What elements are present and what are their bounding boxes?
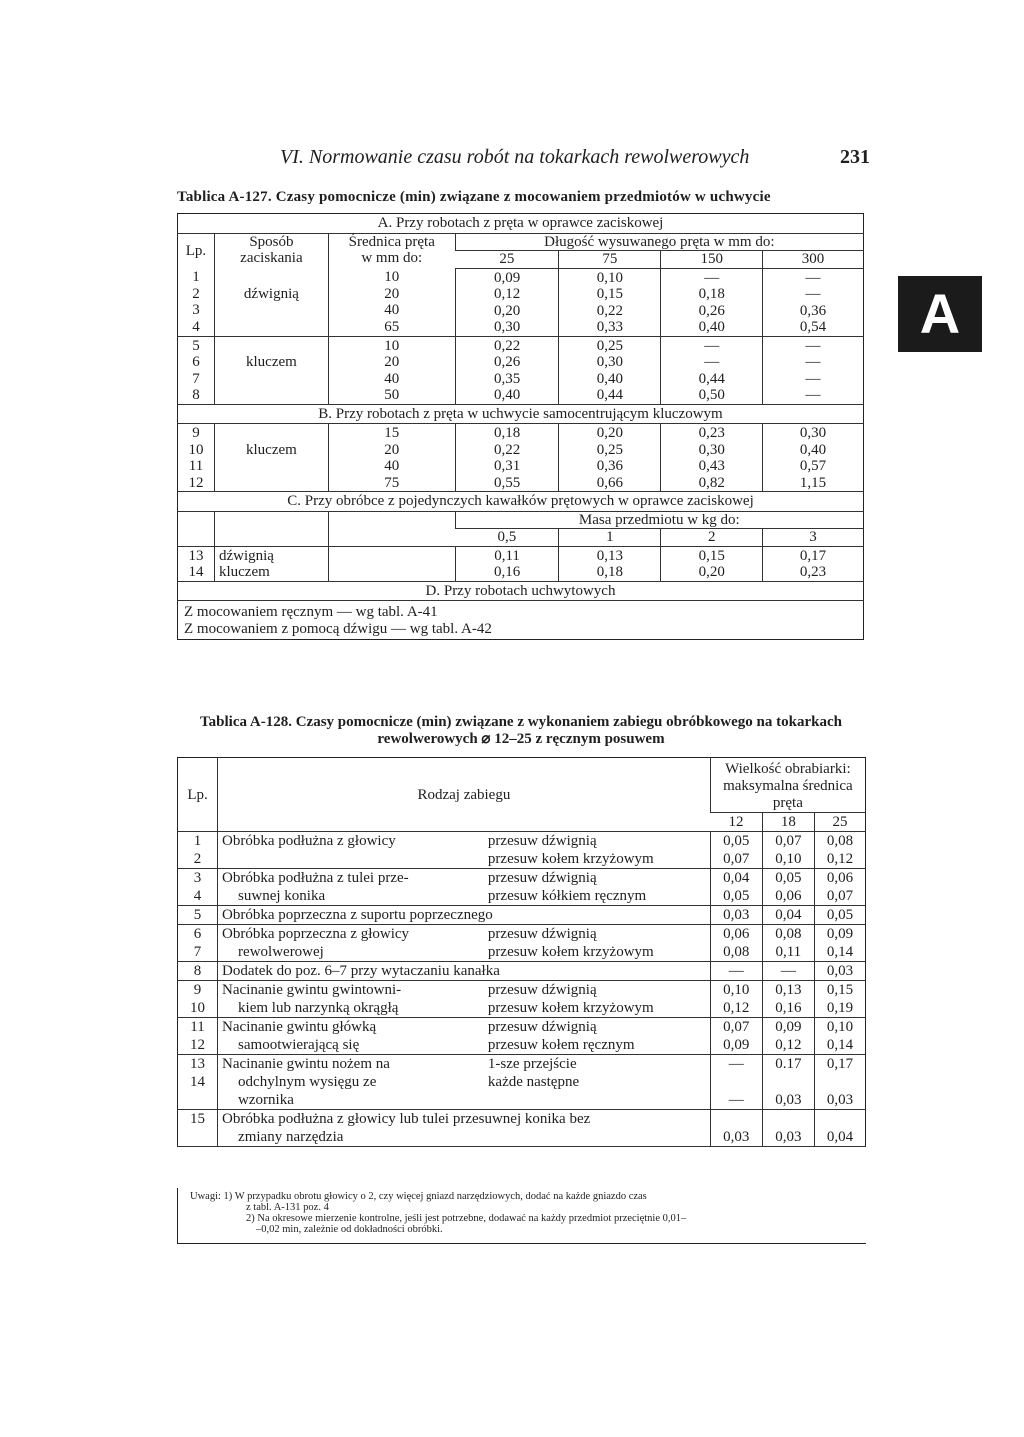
value-cell: 0,03 [814,962,865,981]
value-cell: 0,03 [762,1110,814,1147]
value-cell: 0,04 [762,906,814,925]
value-cell: 0,08 0,12 [814,832,865,869]
lp-cell: 13 14 [178,1055,218,1110]
value-cell: 0.17 0,03 [762,1055,814,1110]
value-cell: — — [710,1055,762,1110]
header-mass-col-1: 0,5 [455,529,559,547]
feed-cell: 1-sze przejście każde następne [484,1055,710,1110]
value-cell: — — 0,36 0,54 [763,268,864,336]
table-a128-caption: Tablica A-128. Czasy pomocnicze (min) związane z wykonaniem zabiegu obróbkowego na tokarkach rewolwerowych ⌀ 12–25 z ręcznym posuwem [200,714,842,747]
lp-cell: 13 14 [178,546,215,581]
header-length: Długość wysuwanego pręta w mm do: [455,233,863,251]
value-cell: 0,06 0,08 [710,925,762,962]
header-col-1: 25 [455,251,559,269]
value-cell: — — — — [763,336,864,404]
header-mass-col-2: 1 [559,529,661,547]
feed-cell: przesuw dźwignią przesuw kołem krzyżowym [484,832,710,869]
lp-cell: 3 4 [178,869,218,906]
value-cell: — 0,18 0,26 0,40 [661,268,763,336]
value-cell: 0,30 0,40 0,57 1,15 [763,424,864,492]
header-method: Sposób zaciskania [214,233,328,268]
row-8 [178,962,866,981]
section-a-title: A. Przy robotach z pręta w oprawce zaciskowej [178,214,864,234]
diameter-cell: 15 20 40 75 [328,424,455,492]
value-cell: 0,20 0,25 0,36 0,66 [559,424,661,492]
lp-cell: 11 12 [178,1018,218,1055]
value-cell: 0,15 0,19 [814,981,865,1018]
running-header [280,146,870,176]
page-number: 231 [840,146,870,168]
header-lp: Lp. [185,242,207,259]
row-11-12 [178,1018,866,1055]
feed-cell: przesuw dźwignią przesuw kołem krzyżowym [484,981,710,1018]
header-diameter: Średnica pręta w mm do: [328,233,455,268]
section-d-lines: Z mocowaniem ręcznym — wg tabl. A-41 Z mocowaniem z pomocą dźwigu — wg tabl. A-42 [184,604,492,637]
section-b-title: B. Przy robotach z pręta w uchwycie samocentrującym kluczowym [178,404,864,424]
value-cell: 0,09 0,12 0,20 0,30 [455,268,559,336]
feed-cell: przesuw dźwignią przesuw kołem krzyżowym [484,925,710,962]
value-cell: 0,07 0,09 [710,1018,762,1055]
table-a128-notes [177,1188,866,1244]
value-cell: 0,08 0,11 [762,925,814,962]
operation-cell: Nacinanie gwintu główką samootwierającą się [218,1018,484,1055]
note-line: –0,02 min, zależnie od dokładności obróbki. [256,1224,443,1235]
blank-cell [178,511,215,546]
header-mass: Masa przedmiotu w kg do: [455,511,863,529]
header-mass-col-4: 3 [763,529,864,547]
row-5 [178,906,866,925]
table-a127 [177,213,864,640]
row-3-4 [178,869,866,906]
row-13-14 [178,1055,866,1110]
lp-cell: 5 6 7 8 [178,336,215,404]
section-c-title: C. Przy obróbce z pojedynczych kawałków prętowych w oprawce zaciskowej [178,492,864,512]
blank-cell [214,511,328,546]
header-machine-size: Wielkość obrabiarki: maksymalna średnica pręta [710,758,865,813]
value-cell: 0,05 0,07 [710,832,762,869]
value-cell: 0,04 0,05 [710,869,762,906]
value-cell: 0,05 0,06 [762,869,814,906]
header-operation: Rodzaj zabiegu [218,758,711,832]
lp-cell: 9 10 11 12 [178,424,215,492]
value-cell: 0,17 0,03 [814,1055,865,1110]
header-lp: Lp. [178,758,218,832]
value-cell: 0,07 0,10 [762,832,814,869]
value-cell: 0,06 0,07 [814,869,865,906]
value-cell: 0,09 0,14 [814,925,865,962]
feed-cell: przesuw dźwignią przesuw kołem ręcznym [484,1018,710,1055]
operation-cell: Obróbka poprzeczna z głowicy rewolwerowej [218,925,484,962]
value-cell: 0,13 0,18 [559,546,661,581]
table-a128 [177,757,866,1147]
header-col-25: 25 [814,813,865,832]
header-col-4: 300 [763,251,864,269]
value-cell: 0,10 0,12 [710,981,762,1018]
header-mass-col-3: 2 [661,529,763,547]
lp-cell: 9 10 [178,981,218,1018]
note-line: Uwagi: 1) W przypadku obrotu głowicy o 2, czy więcej gniazd narzędziowych, dodać na każde gniazdo czas [190,1191,647,1202]
blank-cell [328,511,455,546]
value-cell: 0,18 0,22 0,31 0,55 [455,424,559,492]
lp-cell: 1 2 [178,832,218,869]
value-cell: 0,22 0,26 0,35 0,40 [455,336,559,404]
header-col-12: 12 [710,813,762,832]
section-d-title: D. Przy robotach uchwytowych [178,581,864,601]
lp-cell: 6 7 [178,925,218,962]
section-tab-marker: A [898,276,982,352]
header-col-3: 150 [661,251,763,269]
value-cell: 0,13 0,16 [762,981,814,1018]
group-rows-1-4 [178,268,864,336]
operation-cell: Obróbka podłużna z głowicy [218,832,484,869]
value-cell: 0,25 0,30 0,40 0,44 [559,336,661,404]
operation-cell: Nacinanie gwintu gwintowni- kiem lub narzynką okrągłą [218,981,484,1018]
operation-cell: Obróbka podłużna z głowicy lub tulei przesuwnej konika bez zmiany narzędzia [218,1110,711,1147]
group-rows-5-8 [178,336,864,404]
blank-cell [328,546,455,581]
feed-cell: przesuw dźwignią przesuw kółkiem ręcznym [484,869,710,906]
method-cell: kluczem [214,336,328,404]
lp-cell: 5 [178,906,218,925]
value-cell: 0,10 0,14 [814,1018,865,1055]
row-6-7 [178,925,866,962]
operation-cell: Nacinanie gwintu nożem na odchylnym wysięgu ze wzornika [218,1055,484,1110]
value-cell: — [762,962,814,981]
header-title: VI. Normowanie czasu robót na tokarkach rewolwerowych [280,146,750,168]
table-a127-caption: Tablica A-127. Czasy pomocnicze (min) związane z mocowaniem przedmiotów w uchwycie [177,189,771,205]
row-9-10 [178,981,866,1018]
operation-cell: Dodatek do poz. 6–7 przy wytaczaniu kanałka [218,962,711,981]
value-cell: 0,10 0,15 0,22 0,33 [559,268,661,336]
lp-cell: 15 [178,1110,218,1147]
value-cell: 0,17 0,23 [763,546,864,581]
value-cell: 0,23 0,30 0,43 0,82 [661,424,763,492]
lp-cell: 8 [178,962,218,981]
value-cell: 0,05 [814,906,865,925]
value-cell: — [710,962,762,981]
value-cell: — — 0,44 0,50 [661,336,763,404]
group-rows-9-12 [178,424,864,492]
operation-cell: Obróbka poprzeczna z suportu poprzecznego [218,906,711,925]
header-col-18: 18 [762,813,814,832]
method-cell: kluczem [214,424,328,492]
value-cell: 0,15 0,20 [661,546,763,581]
value-cell: 0,11 0,16 [455,546,559,581]
value-cell: 0,04 [814,1110,865,1147]
group-rows-13-14 [178,546,864,581]
value-cell: 0,09 0,12 [762,1018,814,1055]
operation-cell: Obróbka podłużna z tulei prze- suwnej konika [218,869,484,906]
value-cell: 0,03 [710,1110,762,1147]
row-15 [178,1110,866,1147]
diameter-cell: 10 20 40 65 [328,268,455,336]
note-line: 2) Na okresowe mierzenie kontrolne, jeśli jest potrzebne, dodawać na każdy przedmiot przeciętnie 0,01– [246,1213,687,1224]
row-1-2 [178,832,866,869]
value-cell: 0,03 [710,906,762,925]
lp-cell: 1 2 3 4 [178,268,215,336]
method-cell: dźwignią [214,268,328,336]
method-cell: dźwignią kluczem [214,546,328,581]
note-line: z tabl. A-131 poz. 4 [246,1202,329,1213]
header-col-2: 75 [559,251,661,269]
diameter-cell: 10 20 40 50 [328,336,455,404]
